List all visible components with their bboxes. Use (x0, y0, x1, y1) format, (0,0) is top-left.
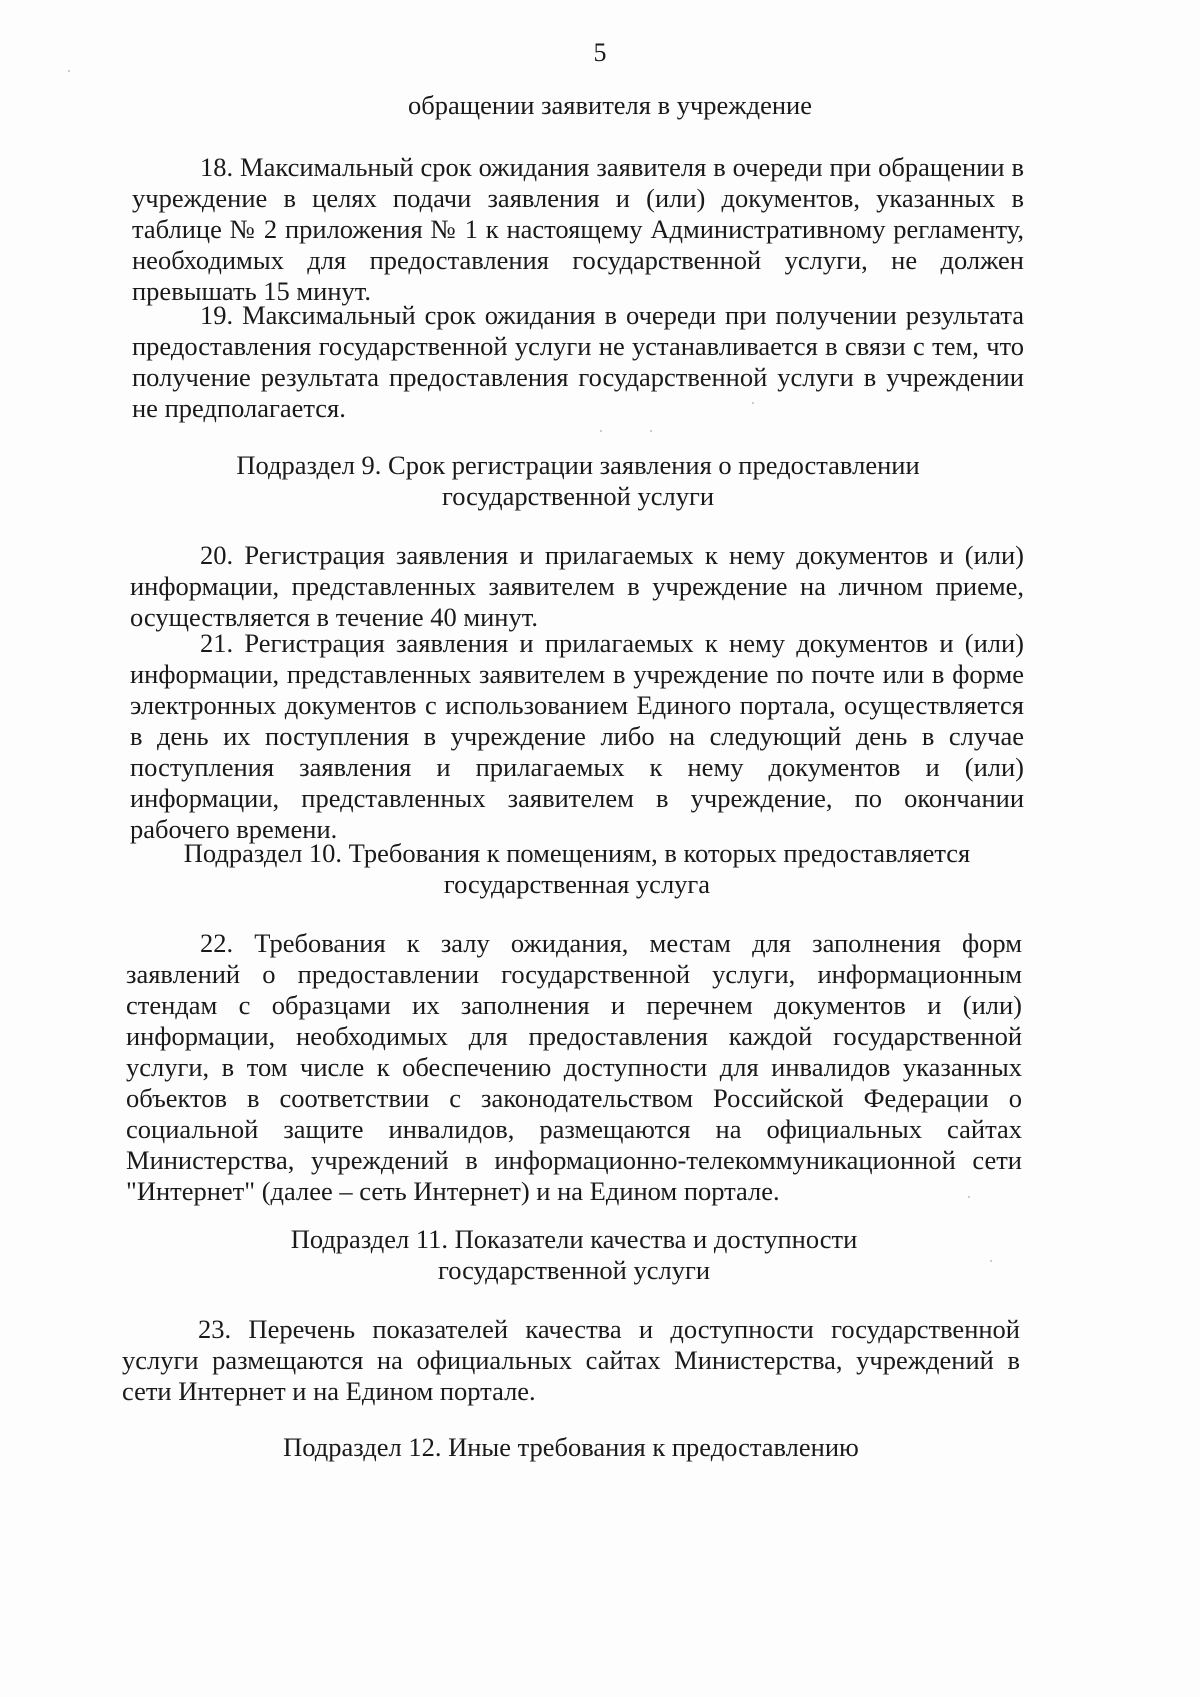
heading-subsection-9-line-2: государственной услуги (441, 481, 715, 511)
heading-subsection-9-line-1: Подраздел 9. Срок регистрации заявления о предоставлении (236, 450, 920, 480)
paragraph-18: 18. Максимальный срок ожидания заявителя в очереди при обращении в учреждение в целях подачи заявления и (или) документов, указанных в таблице № 2 приложения № 1 к настоящему Административному регламенту, необходимых для предоставления государственной услуги, не должен превышать 15 минут. (132, 152, 1024, 306)
scan-speck (990, 1260, 992, 1262)
page-number: 5 (593, 38, 607, 67)
heading-subsection-10-line-2: государственная услуга (443, 869, 711, 899)
scan-speck (650, 430, 652, 432)
paragraph-22: 22. Требования к залу ожидания, местам для заполнения форм заявлений о предоставлении государственной услуги, информационным стендам с образцами их заполнения и перечнем документов и (или) информации, необходимых для предоставления каждой государственной услуги, в том числе к обеспечению доступности для инвалидов указанных объектов в соответствии с законодательством Российской Федерации о социальной защите инвалидов, размещаются на официальных сайтах Министерства, учреждений в информационно-телекоммуникационной сети "Интернет" (далее – сеть Интернет) и на Едином портале. (126, 928, 1022, 1206)
scan-speck (752, 402, 754, 404)
heading-subsection-9 (132, 450, 1024, 512)
scan-speck (600, 430, 602, 432)
scan-speck (68, 70, 70, 72)
scan-speck (968, 1196, 970, 1198)
header-continuation: обращении заявителя в учреждение (408, 90, 812, 120)
heading-subsection-10 (130, 838, 1024, 900)
paragraph-20: 20. Регистрация заявления и прилагаемых к нему документов и (или) информации, представленных заявителем в учреждение на личном приеме, осуществляется в течение 40 минут. (130, 540, 1024, 632)
heading-subsection-12-line-1: Подраздел 12. Иные требования к предоставлению (283, 1432, 859, 1462)
heading-subsection-11-line-1: Подраздел 11. Показатели качества и доступности (290, 1224, 858, 1254)
heading-subsection-11 (126, 1224, 1022, 1286)
heading-subsection-11-line-2: государственной услуги (437, 1255, 711, 1285)
heading-subsection-10-line-1: Подраздел 10. Требования к помещениям, в которых предоставляется (183, 838, 971, 868)
heading-subsection-12 (122, 1432, 1020, 1463)
paragraph-19: 19. Максимальный срок ожидания в очереди при получении результата предоставления государственной услуги не устанавливается в связи с тем, что получение результата предоставления государственной услуги в учреждении не предполагается. (132, 300, 1024, 423)
paragraph-23: 23. Перечень показателей качества и доступности государственной услуги размещаются на официальных сайтах Министерства, учреждений в сети Интернет и на Едином портале. (122, 1314, 1020, 1406)
paragraph-21: 21. Регистрация заявления и прилагаемых к нему документов и (или) информации, представленных заявителем в учреждение по почте или в форме электронных документов с использованием Единого портала, осуществляется в день их поступления в учреждение либо на следующий день в случае поступления заявления и прилагаемых к нему документов и (или) информации, представленных заявителем в учреждение, по окончании рабочего времени. (130, 628, 1024, 844)
